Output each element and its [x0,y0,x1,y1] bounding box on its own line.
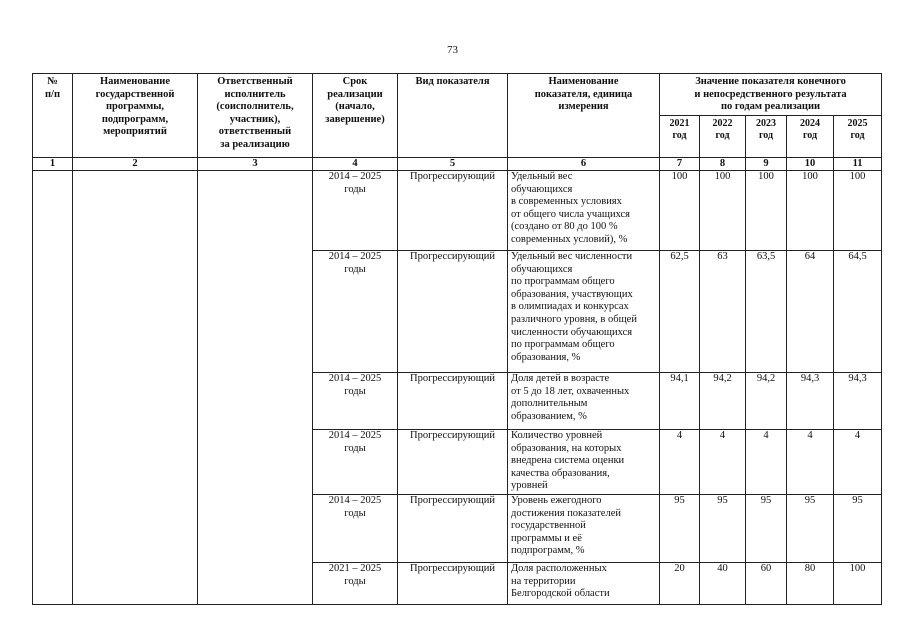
cell-value: 95 [787,495,834,563]
cell-program-empty [73,171,198,605]
header-year-2024: 2024 год [787,116,834,158]
cell-value: 100 [834,563,882,605]
cell-value: 95 [660,495,700,563]
column-number: 5 [398,158,508,171]
header-term: Срок реализации (начало, завершение) [313,74,398,158]
header-executor: Ответственный исполнитель (соисполнитель, участник), ответственный за реализацию [198,74,313,158]
cell-term: 2014 – 2025 годы [313,495,398,563]
column-number: 2 [73,158,198,171]
column-number: 11 [834,158,882,171]
cell-term: 2014 – 2025 годы [313,171,398,251]
cell-value: 60 [746,563,787,605]
cell-value: 100 [746,171,787,251]
cell-value: 20 [660,563,700,605]
cell-value: 95 [834,495,882,563]
cell-executor-empty [198,171,313,605]
header-values-group: Значение показателя конечного и непосредственного результата по годам реализации [660,74,882,116]
cell-value: 94,3 [787,373,834,430]
page-number: 73 [447,44,458,56]
cell-type: Прогрессирующий [398,495,508,563]
cell-indicator: Удельный вес численности обучающихся по программам общего образования, участвующих в олимпиадах и конкурсах различного уровня, в общей численности обучающихся по программам общего образования, % [508,251,660,373]
header-year-2025: 2025 год [834,116,882,158]
header-type: Вид показателя [398,74,508,158]
cell-value: 4 [700,430,746,495]
cell-value: 100 [660,171,700,251]
cell-num-empty [33,171,73,605]
column-number: 1 [33,158,73,171]
column-numbers-row [33,158,882,171]
column-number: 7 [660,158,700,171]
column-number: 9 [746,158,787,171]
column-number: 8 [700,158,746,171]
cell-type: Прогрессирующий [398,251,508,373]
cell-value: 100 [834,171,882,251]
table-row [33,171,882,251]
cell-value: 95 [746,495,787,563]
column-number: 6 [508,158,660,171]
column-number: 3 [198,158,313,171]
cell-value: 94,3 [834,373,882,430]
cell-indicator: Доля расположенных на территории Белгородской области [508,563,660,605]
cell-type: Прогрессирующий [398,373,508,430]
cell-value: 4 [660,430,700,495]
cell-value: 80 [787,563,834,605]
cell-value: 64 [787,251,834,373]
header-year-2021: 2021 год [660,116,700,158]
cell-indicator: Количество уровней образования, на которых внедрена система оценки качества образования, уровней [508,430,660,495]
cell-indicator: Доля детей в возрасте от 5 до 18 лет, охваченных дополнительным образованием, % [508,373,660,430]
cell-value: 4 [787,430,834,495]
cell-term: 2014 – 2025 годы [313,430,398,495]
cell-indicator: Уровень ежегодного достижения показателей государственной программы и её подпрограмм, % [508,495,660,563]
cell-type: Прогрессирующий [398,430,508,495]
cell-value: 64,5 [834,251,882,373]
cell-value: 95 [700,495,746,563]
cell-value: 94,1 [660,373,700,430]
cell-value: 62,5 [660,251,700,373]
cell-term: 2014 – 2025 годы [313,373,398,430]
cell-value: 94,2 [746,373,787,430]
cell-value: 94,2 [700,373,746,430]
cell-type: Прогрессирующий [398,171,508,251]
header-program: Наименование государственной программы, подпрограмм, мероприятий [73,74,198,158]
cell-term: 2014 – 2025 годы [313,251,398,373]
cell-value: 63,5 [746,251,787,373]
header-year-2023: 2023 год [746,116,787,158]
column-number: 10 [787,158,834,171]
header-num: № п/п [33,74,73,158]
cell-value: 40 [700,563,746,605]
cell-value: 100 [787,171,834,251]
header-year-2022: 2022 год [700,116,746,158]
cell-term: 2021 – 2025 годы [313,563,398,605]
cell-indicator: Удельный вес обучающихся в современных условиях от общего числа учащихся (создано от 80 до 100 % современных условий), % [508,171,660,251]
cell-value: 4 [746,430,787,495]
cell-value: 100 [700,171,746,251]
indicators-table [32,73,882,605]
cell-type: Прогрессирующий [398,563,508,605]
cell-value: 63 [700,251,746,373]
cell-value: 4 [834,430,882,495]
column-number: 4 [313,158,398,171]
header-indicator: Наименование показателя, единица измерения [508,74,660,158]
